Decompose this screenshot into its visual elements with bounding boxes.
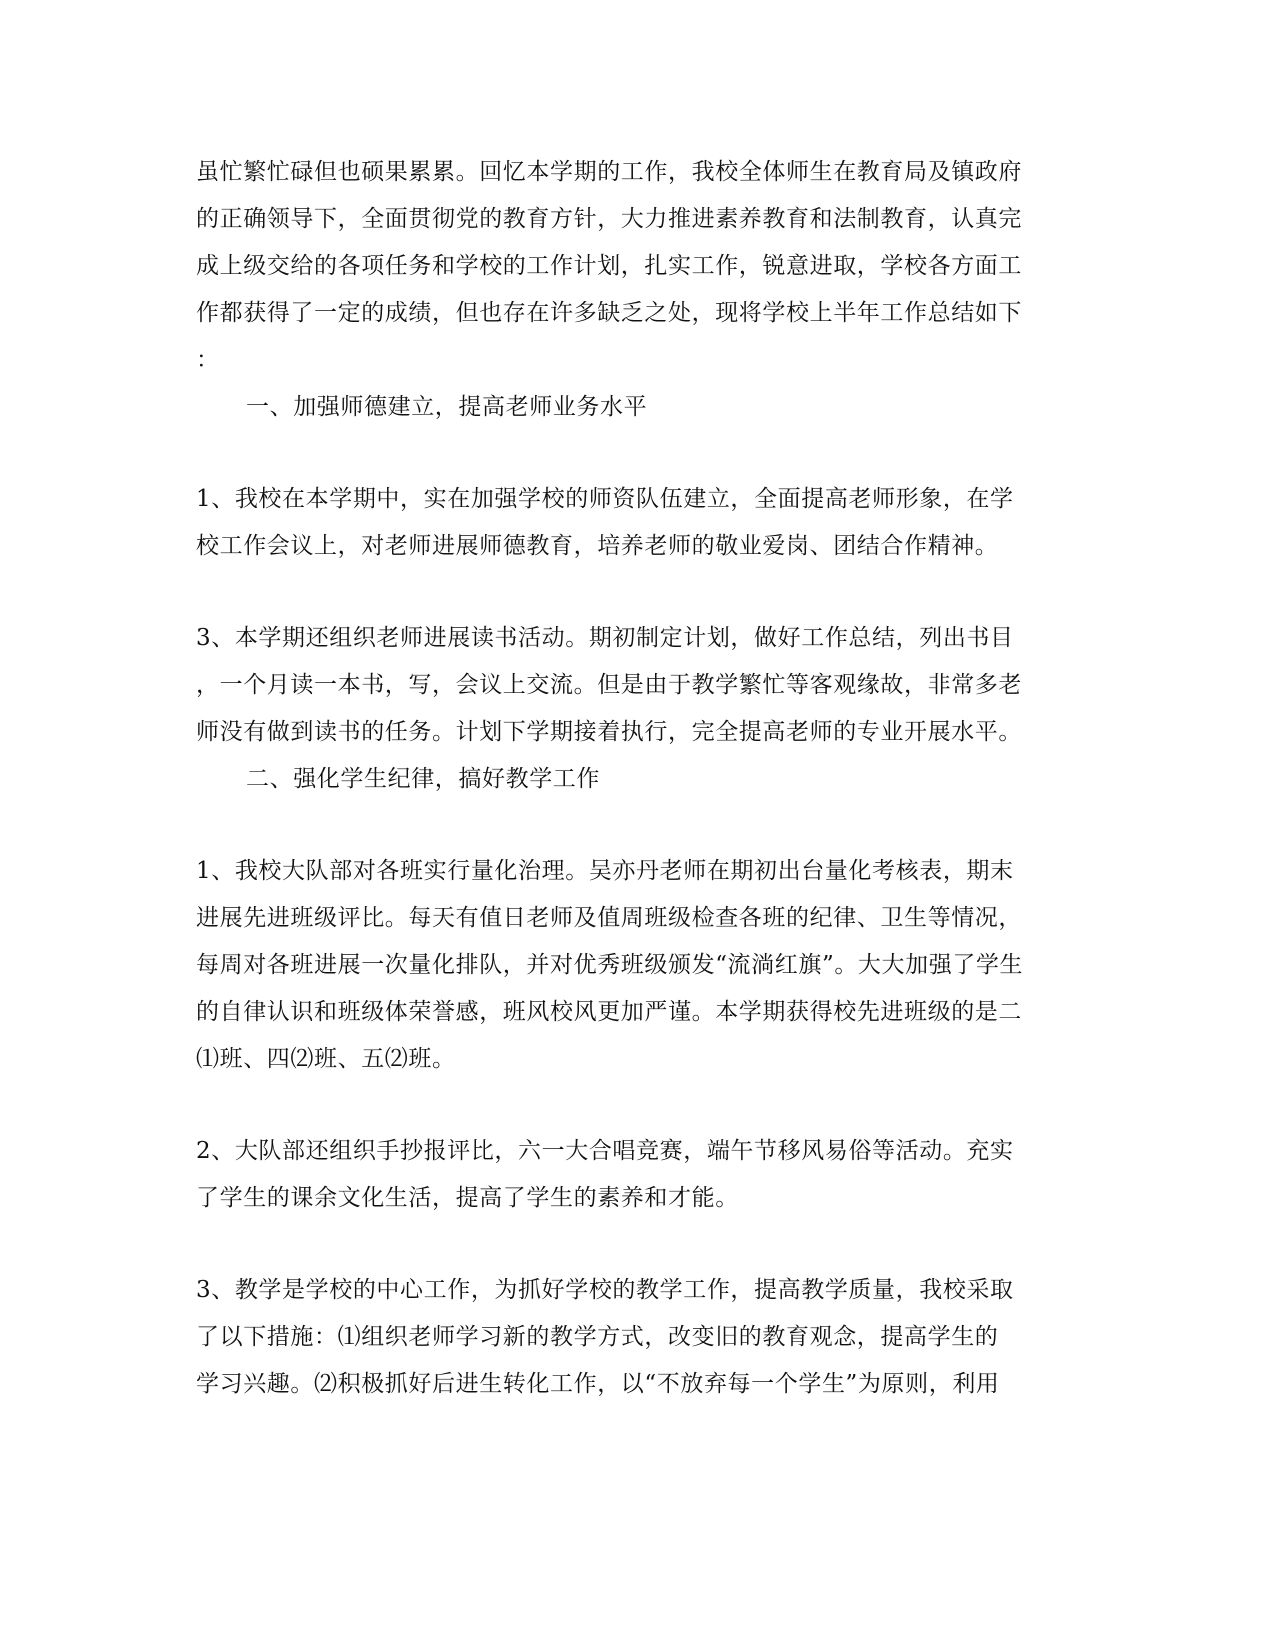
section2-heading: 二、强化学生纪律，搞好教学工作 — [246, 766, 600, 792]
section2-item2-line-1: 2、大队部还组织手抄报评比，六一大合唱竞赛，端午节移风易俗等活动。充实 — [196, 1138, 1014, 1164]
intro-line-1: 虽忙繁忙碌但也硕果累累。回忆本学期的工作，我校全体师生在教育局及镇政府 — [196, 159, 1022, 185]
intro-line-3: 成上级交给的各项任务和学校的工作计划，扎实工作，锐意进取，学校各方面工 — [196, 253, 1022, 279]
section1-item1-line-1: 1、我校在本学期中，实在加强学校的师资队伍建立，全面提高老师形象，在学 — [196, 486, 1014, 512]
section1-item3-line-1: 3、本学期还组织老师进展读书活动。期初制定计划，做好工作总结，列出书目 — [196, 625, 1014, 651]
section2-item3-line-2: 了以下措施：⑴组织老师学习新的教学方式，改变旧的教育观念，提高学生的 — [196, 1324, 999, 1350]
section1-heading: 一、加强师德建立，提高老师业务水平 — [246, 394, 648, 420]
section2-item1-line-5: ⑴班、四⑵班、五⑵班。 — [196, 1046, 456, 1072]
section2-item1-line-3: 每周对各班进展一次量化排队，并对优秀班级颁发“流淌红旗”。大大加强了学生 — [196, 952, 1024, 978]
section1-item3-line-3: 师没有做到读书的任务。计划下学期接着执行，完全提高老师的专业开展水平。 — [196, 719, 1022, 745]
intro-line-2: 的正确领导下，全面贯彻党的教育方针，大力推进素养教育和法制教育，认真完 — [196, 206, 1022, 232]
intro-line-5: ： — [196, 347, 220, 373]
section2-item3-line-3: 学习兴趣。⑵积极抓好后进生转化工作，以“不放弃每一个学生”为原则，利用 — [196, 1371, 1000, 1397]
section2-item3-line-1: 3、教学是学校的中心工作，为抓好学校的教学工作，提高教学质量，我校采取 — [196, 1277, 1014, 1303]
intro-line-4: 作都获得了一定的成绩，但也存在许多缺乏之处，现将学校上半年工作总结如下 — [196, 300, 1022, 326]
section2-item1-line-2: 进展先进班级评比。每天有值日老师及值周班级检查各班的纪律、卫生等情况， — [196, 905, 1022, 931]
section1-item3-line-2: ，一个月读一本书，写，会议上交流。但是由于教学繁忙等客观缘故，非常多老 — [196, 672, 1022, 698]
section2-item1-line-1: 1、我校大队部对各班实行量化治理。吴亦丹老师在期初出台量化考核表，期末 — [196, 858, 1014, 884]
section2-item1-line-4: 的自律认识和班级体荣誉感，班风校风更加严谨。本学期获得校先进班级的是二 — [196, 999, 1022, 1025]
section1-item1-line-2: 校工作会议上，对老师进展师德教育，培养老师的敬业爱岗、团结合作精神。 — [196, 533, 999, 559]
section2-item2-line-2: 了学生的课余文化生活，提高了学生的素养和才能。 — [196, 1185, 739, 1211]
